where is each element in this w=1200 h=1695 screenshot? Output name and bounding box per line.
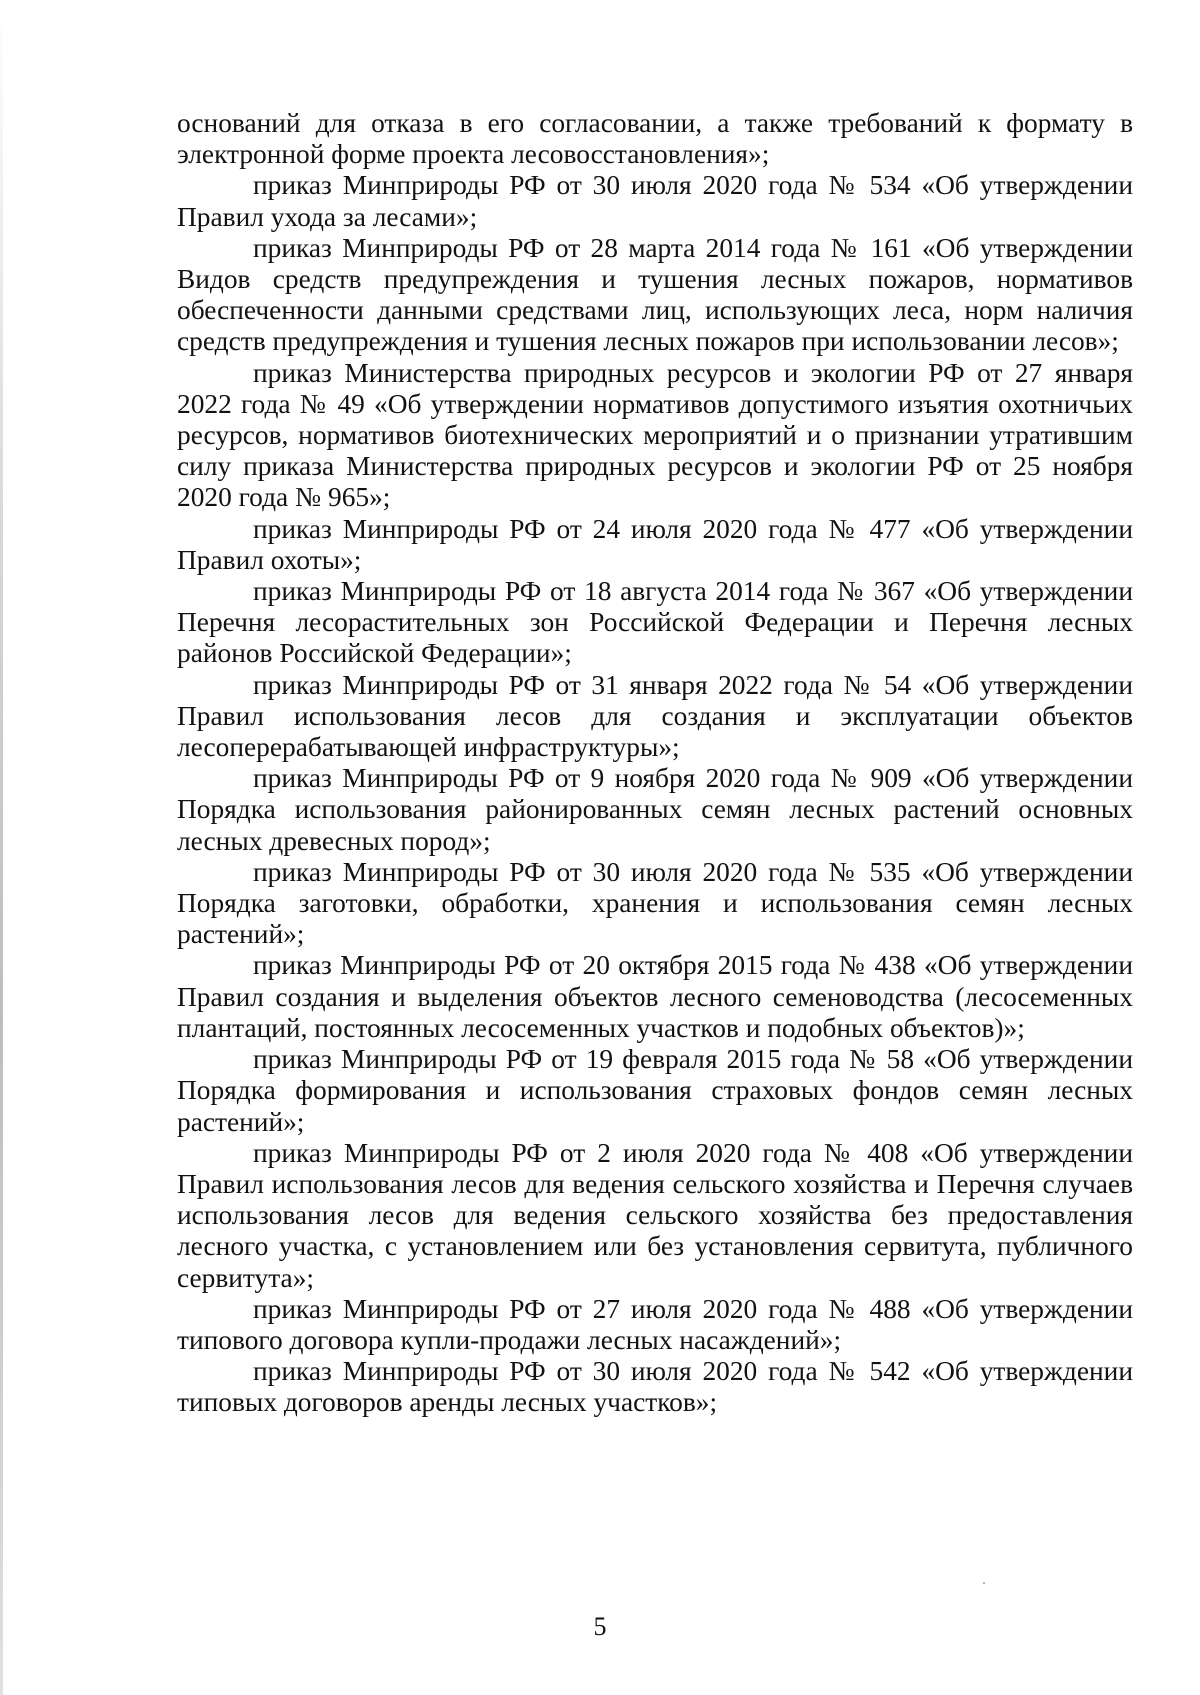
page-number: 5: [593, 1612, 607, 1641]
paragraph-order-54: приказ Минприроды РФ от 31 января 2022 года № 54 «Об утверждении Правил использования лесов для создания и эксплуатации объектов лесоперерабатывающей инфраструктуры»;: [177, 669, 1133, 763]
paragraph-order-535: приказ Минприроды РФ от 30 июля 2020 года № 535 «Об утверждении Порядка заготовки, обработки, хранения и использования семян лесных растений»;: [177, 856, 1133, 950]
paragraph-order-367: приказ Минприроды РФ от 18 августа 2014 года № 367 «Об утверждении Перечня лесорастительных зон Российской Федерации и Перечня лесных районов Российской Федерации»;: [177, 576, 1133, 669]
paragraph-order-49: приказ Министерства природных ресурсов и экологии РФ от 27 января 2022 года № 49 «Об утверждении нормативов допустимого изъятия охотничьих ресурсов, нормативов биотехнических мероприятий и о признании утратившим силу приказа Министерства природных ресурсов и экологии РФ от 25 ноября 2020 года № 965»;: [177, 357, 1133, 513]
scan-edge-shadow: [0, 0, 3, 1695]
paragraph-order-534: приказ Минприроды РФ от 30 июля 2020 года № 534 «Об утверждении Правил ухода за лесами»;: [177, 170, 1133, 232]
paragraph-continuation: оснований для отказа в его согласовании, а также требований к формату в электронной форме проекта лесовосстановления»;: [177, 108, 1133, 170]
paragraph-order-408: приказ Минприроды РФ от 2 июля 2020 года № 408 «Об утверждении Правил использования лесов для ведения сельского хозяйства и Перечня случаев использования лесов для ведения сельского хозяйства без предоставления лесного участка, с установлением или без установления сервитута, публичного сервитута»;: [177, 1137, 1133, 1293]
paragraph-order-161: приказ Минприроды РФ от 28 марта 2014 года № 161 «Об утверждении Видов средств предупреждения и тушения лесных пожаров, нормативов обеспеченности данными средствами лиц, использующих леса, норм наличия средств предупреждения и тушения лесных пожаров при использовании лесов»;: [177, 232, 1133, 357]
paragraph-order-58: приказ Минприроды РФ от 19 февраля 2015 года № 58 «Об утверждении Порядка формирования и использования страховых фондов семян лесных растений»;: [177, 1044, 1133, 1137]
paragraph-order-909: приказ Минприроды РФ от 9 ноября 2020 года № 909 «Об утверждении Порядка использования районированных семян лесных растений основных лесных древесных пород»;: [177, 763, 1133, 856]
paragraph-order-488: приказ Минприроды РФ от 27 июля 2020 года № 488 «Об утверждении типового договора купли-продажи лесных насаждений»;: [177, 1293, 1133, 1355]
paragraph-order-542: приказ Минприроды РФ от 30 июля 2020 года № 542 «Об утверждении типовых договоров аренды лесных участков»;: [177, 1356, 1133, 1418]
paragraph-order-438: приказ Минприроды РФ от 20 октября 2015 года № 438 «Об утверждении Правил создания и выделения объектов лесного семеноводства (лесосеменных плантаций, постоянных лесосеменных участков и подобных объектов)»;: [177, 950, 1133, 1043]
scan-speck: [983, 1582, 985, 1584]
paragraph-order-477: приказ Минприроды РФ от 24 июля 2020 года № 477 «Об утверждении Правил охоты»;: [177, 513, 1133, 575]
document-body: [177, 108, 1133, 1419]
